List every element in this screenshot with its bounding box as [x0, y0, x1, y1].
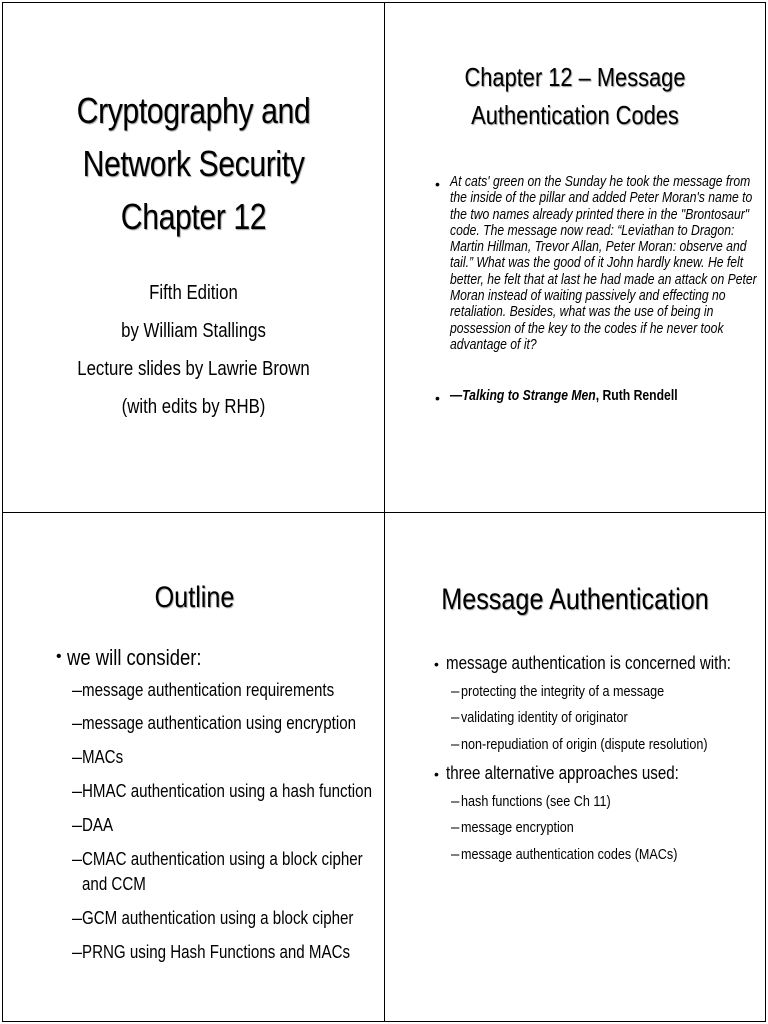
- slide1-subtitle: [2, 274, 385, 426]
- title-line: Network Security: [82, 143, 305, 184]
- dash: –: [72, 942, 83, 962]
- outline-item: GCM authentication using a block cipher: [82, 908, 354, 928]
- quote-line: tail.” What was the good of it John hardly knew. He felt: [450, 255, 744, 272]
- outline-item: CMAC authentication using a block cipher: [82, 849, 363, 869]
- attribution-author: , Ruth Rendell: [595, 388, 678, 404]
- outline-item: MACs: [82, 747, 124, 767]
- attribution-title: Talking to Strange Men: [462, 388, 596, 404]
- title-line: Chapter 12: [120, 196, 267, 237]
- quote-line: retaliation. Besides, what was the use of being in: [450, 304, 714, 321]
- outline-item: HMAC authentication using a hash function: [82, 781, 372, 801]
- dash: –: [72, 747, 83, 767]
- quote-line: possession of the key to the codes if he never took: [450, 320, 724, 337]
- bullet-marker: •: [435, 176, 440, 192]
- dash: –: [451, 736, 460, 753]
- outline-item: and CCM: [82, 874, 146, 894]
- outline-item: DAA: [82, 815, 114, 835]
- sub-item: message encryption: [461, 819, 574, 836]
- bullet-marker: •: [435, 390, 440, 406]
- outline-item: PRNG using Hash Functions and MACs: [82, 942, 351, 962]
- main-bullet: message authentication is concerned with:: [446, 653, 731, 673]
- outline-bullet: we will consider:: [67, 645, 202, 670]
- dash: –: [451, 793, 460, 810]
- dash: –: [451, 709, 460, 726]
- sub-item: non-repudiation of origin (dispute resolution): [461, 736, 708, 753]
- quote-line: code. The message now read: “Leviathan to Dragon:: [450, 222, 735, 239]
- quote-line: At cats' green on the Sunday he took the message from: [450, 174, 751, 190]
- dash: –: [72, 849, 83, 869]
- title-line: Chapter 12 – Message: [464, 62, 686, 92]
- slide2-title: [384, 58, 766, 134]
- dash: –: [72, 781, 83, 801]
- quote-line: advantage of it?: [450, 336, 537, 353]
- title-line: Authentication Codes: [471, 100, 679, 130]
- quote-line: Martin Hillman, Trevor Allan, Peter Moran: observe and: [450, 239, 747, 256]
- subtitle-line: by William Stallings: [121, 320, 266, 342]
- bullet-marker: •: [434, 766, 439, 782]
- outline-item: message authentication requirements: [82, 680, 335, 700]
- bullet-marker: •: [434, 656, 439, 672]
- main-bullet: three alternative approaches used:: [446, 763, 679, 783]
- sub-item: message authentication codes (MACs): [461, 846, 678, 863]
- attribution-dash: —: [450, 388, 463, 404]
- title-line: Cryptography and: [76, 90, 311, 131]
- slide2-quote: [450, 174, 768, 353]
- dash: –: [72, 815, 83, 835]
- quote-line: better, he felt that at last he had made an attack on Peter: [450, 271, 757, 288]
- dash: –: [451, 683, 460, 700]
- quote-line: the two names already printed there in the "Brontosaur": [450, 206, 750, 223]
- subtitle-line: (with edits by RHB): [121, 396, 266, 418]
- dash: –: [72, 713, 83, 733]
- bullet-marker: •: [56, 648, 62, 665]
- slide-title: [2, 2, 385, 513]
- dash: –: [72, 680, 83, 700]
- quote-line: Moran instead of waiting passively and effecting no: [450, 288, 726, 305]
- slide3-title: Outline: [154, 581, 235, 614]
- subtitle-line: Lecture slides by Lawrie Brown: [77, 358, 310, 380]
- sub-item: validating identity of originator: [461, 709, 628, 726]
- slide1-title: [2, 84, 385, 243]
- sub-item: protecting the integrity of a message: [461, 683, 665, 700]
- dash: –: [451, 819, 460, 836]
- subtitle-line: Fifth Edition: [149, 282, 238, 304]
- sub-item: hash functions (see Ch 11): [461, 793, 611, 810]
- slide4-title: Message Authentication: [441, 583, 709, 616]
- outline-item: message authentication using encryption: [82, 713, 357, 733]
- dash: –: [72, 908, 83, 928]
- quote-attribution: [450, 388, 678, 404]
- dash: –: [451, 846, 460, 863]
- quote-line: the inside of the pillar and added Peter Moran's name to: [450, 190, 753, 207]
